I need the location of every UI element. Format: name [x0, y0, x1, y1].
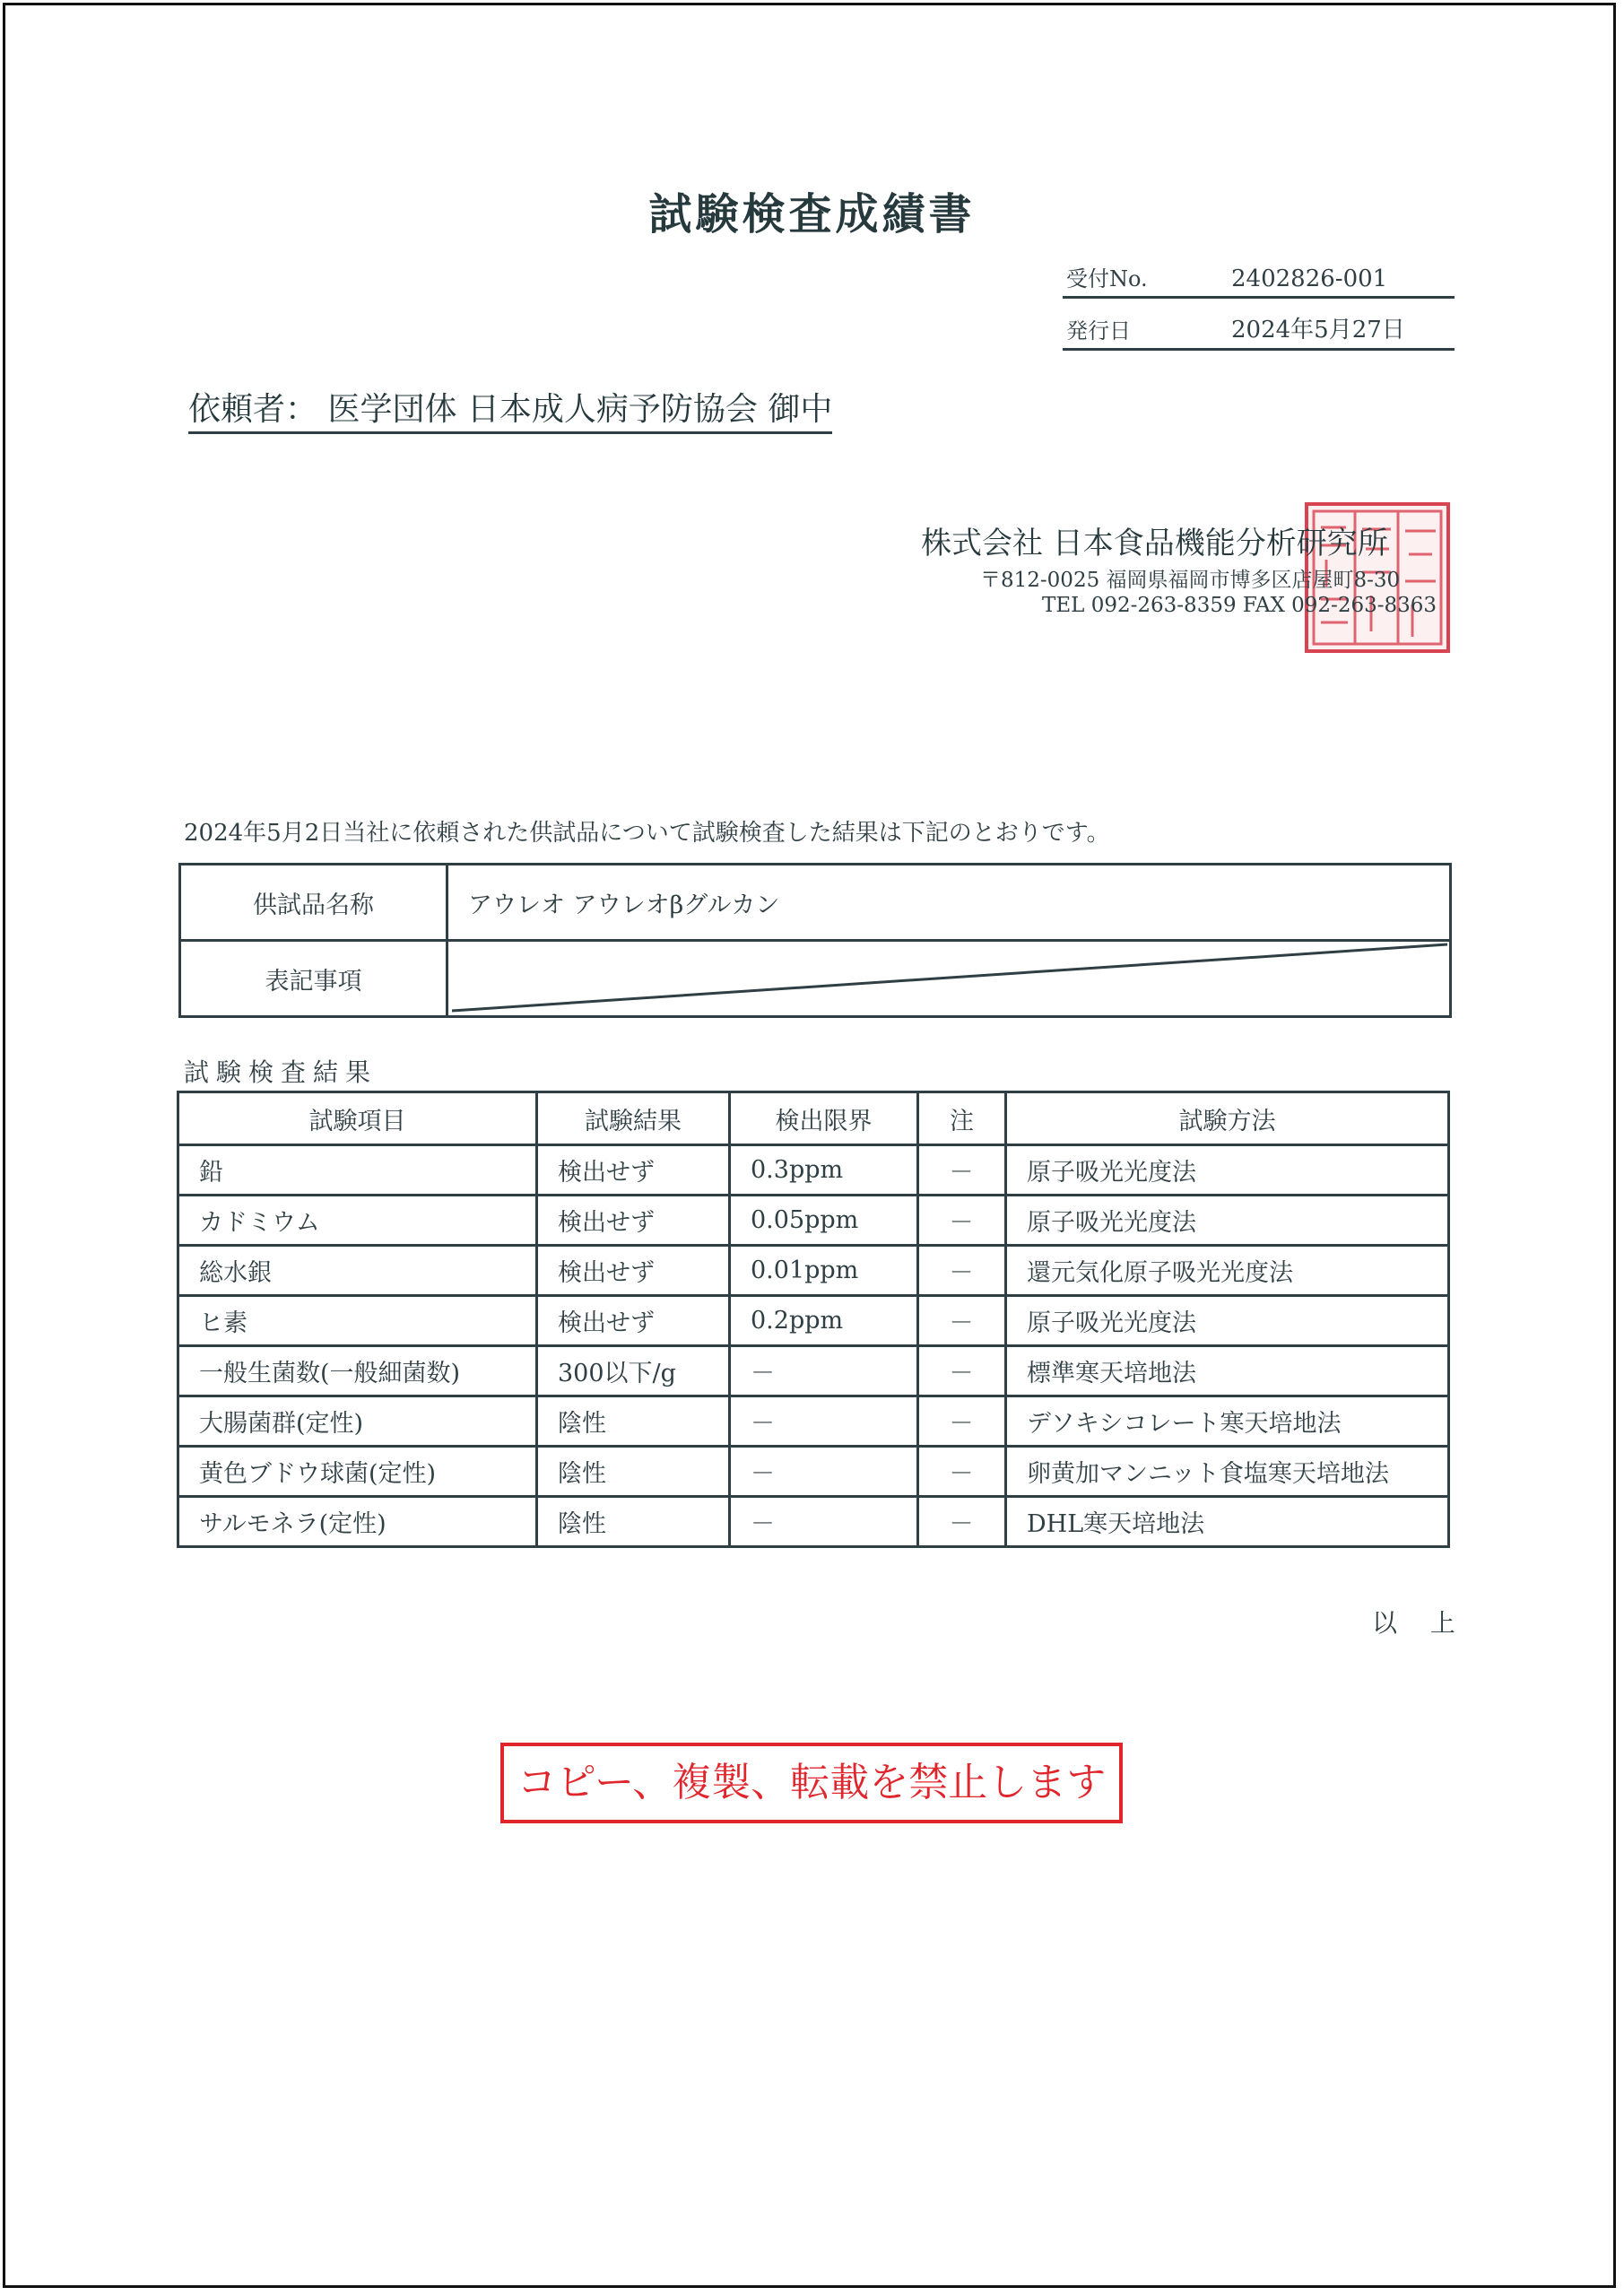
issuer-company: 株式会社 日本食品機能分析研究所 — [921, 526, 1388, 561]
results-heading: 試験検査結果 — [184, 1057, 378, 1087]
test-item: 黄色ブドウ球菌(定性) — [178, 1447, 537, 1497]
test-item: 一般生菌数(一般細菌数) — [178, 1346, 537, 1396]
document-title: 試験検査成績書 — [648, 189, 976, 239]
reception-row — [1063, 260, 1455, 299]
test-method: 卵黄加マンニット食塩寒天培地法 — [1006, 1447, 1449, 1497]
detection-limit: 0.05ppm — [730, 1196, 918, 1246]
client-name: 依頼者： 医学団体 日本成人病予防協会 御中 — [188, 384, 832, 434]
test-result: 検出せず — [537, 1145, 730, 1196]
test-item: ヒ素 — [178, 1296, 537, 1346]
header-result: 試験結果 — [537, 1092, 730, 1145]
note: － — [918, 1145, 1006, 1196]
table-row — [178, 1346, 1449, 1396]
detection-limit: 0.3ppm — [730, 1145, 918, 1196]
table-row — [178, 1196, 1449, 1246]
test-result: 検出せず — [537, 1296, 730, 1346]
table-row — [178, 1497, 1449, 1547]
test-result: 陰性 — [537, 1497, 730, 1547]
sample-name-row — [180, 865, 1451, 941]
notation-strike-line — [448, 943, 1449, 1014]
test-result: 検出せず — [537, 1246, 730, 1296]
results-table — [177, 1091, 1450, 1548]
note: － — [918, 1346, 1006, 1396]
issue-date-row — [1063, 312, 1455, 351]
reception-number: 2402826-001 — [1231, 265, 1388, 292]
test-method: デソキシコレート寒天培地法 — [1006, 1396, 1449, 1447]
header-method: 試験方法 — [1006, 1092, 1449, 1145]
detection-limit: 0.01ppm — [730, 1246, 918, 1296]
issue-date: 2024年5月27日 — [1231, 317, 1405, 344]
test-result: 陰性 — [537, 1396, 730, 1447]
sample-table — [178, 863, 1452, 1018]
sample-name-value: アウレオ アウレオβグルカン — [447, 865, 1451, 941]
test-result: 陰性 — [537, 1447, 730, 1497]
test-result: 検出せず — [537, 1196, 730, 1246]
test-item: サルモネラ(定性) — [178, 1497, 537, 1547]
note: － — [918, 1447, 1006, 1497]
detection-limit: － — [730, 1447, 918, 1497]
notation-label: 表記事項 — [180, 941, 447, 1017]
intro-text: 2024年5月2日当社に依頼された供試品について試験検査した結果は下記のとおりです。 — [184, 820, 1110, 847]
header-note: 注 — [918, 1092, 1006, 1145]
test-item: 総水銀 — [178, 1246, 537, 1296]
test-item: 鉛 — [178, 1145, 537, 1196]
closing-mark: 以 上 — [1372, 1608, 1468, 1638]
table-row — [178, 1396, 1449, 1447]
header-detection-limit: 検出限界 — [730, 1092, 918, 1145]
issue-date-label: 発行日 — [1066, 318, 1131, 344]
reception-label: 受付No. — [1066, 266, 1148, 291]
notation-value-cell — [447, 941, 1451, 1017]
note: － — [918, 1396, 1006, 1447]
detection-limit: 0.2ppm — [730, 1296, 918, 1346]
test-method: 標準寒天培地法 — [1006, 1346, 1449, 1396]
test-result: 300以下/g — [537, 1346, 730, 1396]
header-test-item: 試験項目 — [178, 1092, 537, 1145]
test-method: 原子吸光光度法 — [1006, 1145, 1449, 1196]
issuer-phone-fax: TEL 092-263-8359 FAX 092-263-8363 — [1042, 594, 1437, 617]
note: － — [918, 1497, 1006, 1547]
test-method: 還元気化原子吸光光度法 — [1006, 1246, 1449, 1296]
results-header-row — [178, 1092, 1449, 1145]
table-row — [178, 1447, 1449, 1497]
detection-limit: － — [730, 1396, 918, 1447]
note: － — [918, 1196, 1006, 1246]
sample-name-label: 供試品名称 — [180, 865, 447, 941]
copy-prohibited-notice: コピー、複製、転載を禁止します — [500, 1743, 1123, 1823]
test-method: DHL寒天培地法 — [1006, 1497, 1449, 1547]
note: － — [918, 1296, 1006, 1346]
notation-row — [180, 941, 1451, 1017]
note: － — [918, 1246, 1006, 1296]
table-row — [178, 1145, 1449, 1196]
test-method: 原子吸光光度法 — [1006, 1296, 1449, 1346]
issuer-address: 〒812-0025 福岡県福岡市博多区店屋町8-30 — [980, 569, 1401, 592]
test-item: カドミウム — [178, 1196, 537, 1246]
test-method: 原子吸光光度法 — [1006, 1196, 1449, 1246]
table-row — [178, 1296, 1449, 1346]
table-row — [178, 1246, 1449, 1296]
test-item: 大腸菌群(定性) — [178, 1396, 537, 1447]
detection-limit: － — [730, 1346, 918, 1396]
detection-limit: － — [730, 1497, 918, 1547]
